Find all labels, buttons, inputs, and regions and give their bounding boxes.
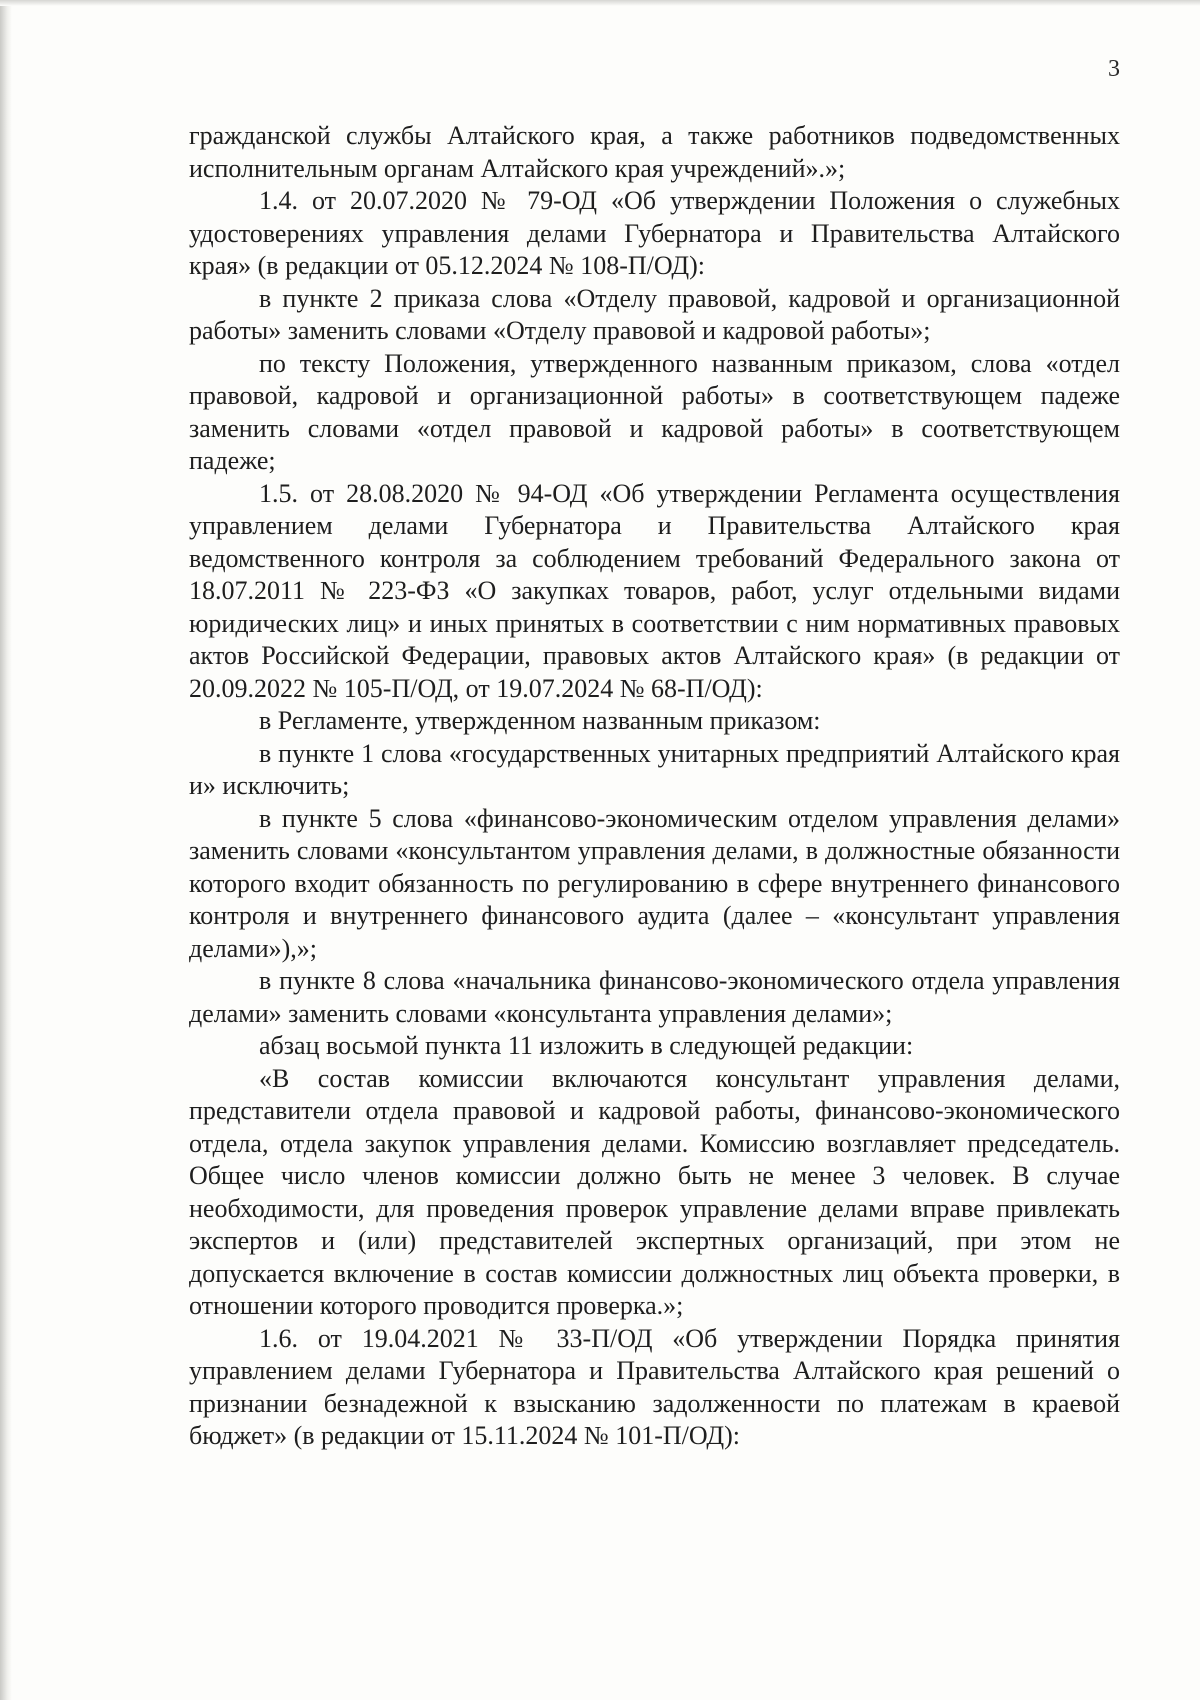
paragraph-regulation-intro: в Регламенте, утвержденном названным приказом: xyxy=(259,706,821,735)
document-body xyxy=(189,120,1120,1453)
paragraph-item-1-4-text: по тексту Положения, утвержденного названным приказом, слова «отдел правовой, кадровой и организационной работы» в соответствующем падеже заменить словами «отдел правовой и кадровой работы» в соответствующем падеже; xyxy=(189,348,1120,475)
scan-edge-shadow xyxy=(0,0,12,1700)
paragraph-point-5: в пункте 5 слова «финансово-экономическим отделом управления делами» заменить словами «консультантом управления делами, в должностные обязанности которого входит обязанность по регулированию в сфере внутреннего финансового контроля и внутреннего финансового аудита (далее – «консультант управления делами»),»; xyxy=(189,803,1120,963)
paragraph-point-1: в пункте 1 слова «государственных унитарных предприятий Алтайского края и» исключить; xyxy=(189,738,1120,800)
scan-top-shadow xyxy=(0,0,1200,6)
paragraph-continuation: гражданской службы Алтайского края, а также работников подведомственных исполнительным органам Алтайского края учреждений».»; xyxy=(189,121,1120,183)
paragraph-item-1-4-point-2: в пункте 2 приказа слова «Отделу правовой, кадровой и организационной работы» заменить словами «Отделу правовой и кадровой работы»; xyxy=(189,283,1120,345)
paragraph-item-1-6: 1.6. от 19.04.2021 № 33-П/ОД «Об утверждении Порядка принятия управлением делами Губернатора и Правительства Алтайского края решений о признании безнадежной к взысканию задолженности по платежам в краевой бюджет» (в редакции от 15.11.2024 № 101-П/ОД): xyxy=(189,1323,1120,1450)
paragraph-item-1-5: 1.5. от 28.08.2020 № 94-ОД «Об утверждении Регламента осуществления управлением делами Губернатора и Правительства Алтайского края ведомственного контроля за соблюдением требований Федерального закона от 18.07.2011 № 223-ФЗ «О закупках товаров, работ, услуг отдельными видами юридических лиц» и иных принятых в соответствии с ним нормативных правовых актов Российской Федерации, правовых актов Алтайского края» (в редакции от 20.09.2022 № 105-П/ОД, от 19.07.2024 № 68-П/ОД): xyxy=(189,478,1120,703)
page-number: 3 xyxy=(1108,56,1120,82)
paragraph-point-8: в пункте 8 слова «начальника финансово-экономического отдела управления делами» заменить словами «консультанта управления делами»; xyxy=(189,966,1120,1028)
paragraph-item-1-4: 1.4. от 20.07.2020 № 79-ОД «Об утверждении Положения о служебных удостоверениях управления делами Губернатора и Правительства Алтайского края» (в редакции от 05.12.2024 № 108-П/ОД): xyxy=(189,186,1120,280)
paragraph-point-11-text: «В состав комиссии включаются консультант управления делами, представители отдела правовой и кадровой работы, финансово-экономического отдела, отдела закупок управления делами. Комиссию возглавляет председатель. Общее число членов комиссии должно быть не менее 3 человек. В случае необходимости, для проведения проверок управление делами вправе привлекать экспертов и (или) представителей экспертных организаций, при этом не допускается включение в состав комиссии должностных лиц объекта проверки, в отношении которого проводится проверка.»; xyxy=(189,1063,1120,1320)
paragraph-point-11-intro: абзац восьмой пункта 11 изложить в следующей редакции: xyxy=(259,1031,914,1060)
